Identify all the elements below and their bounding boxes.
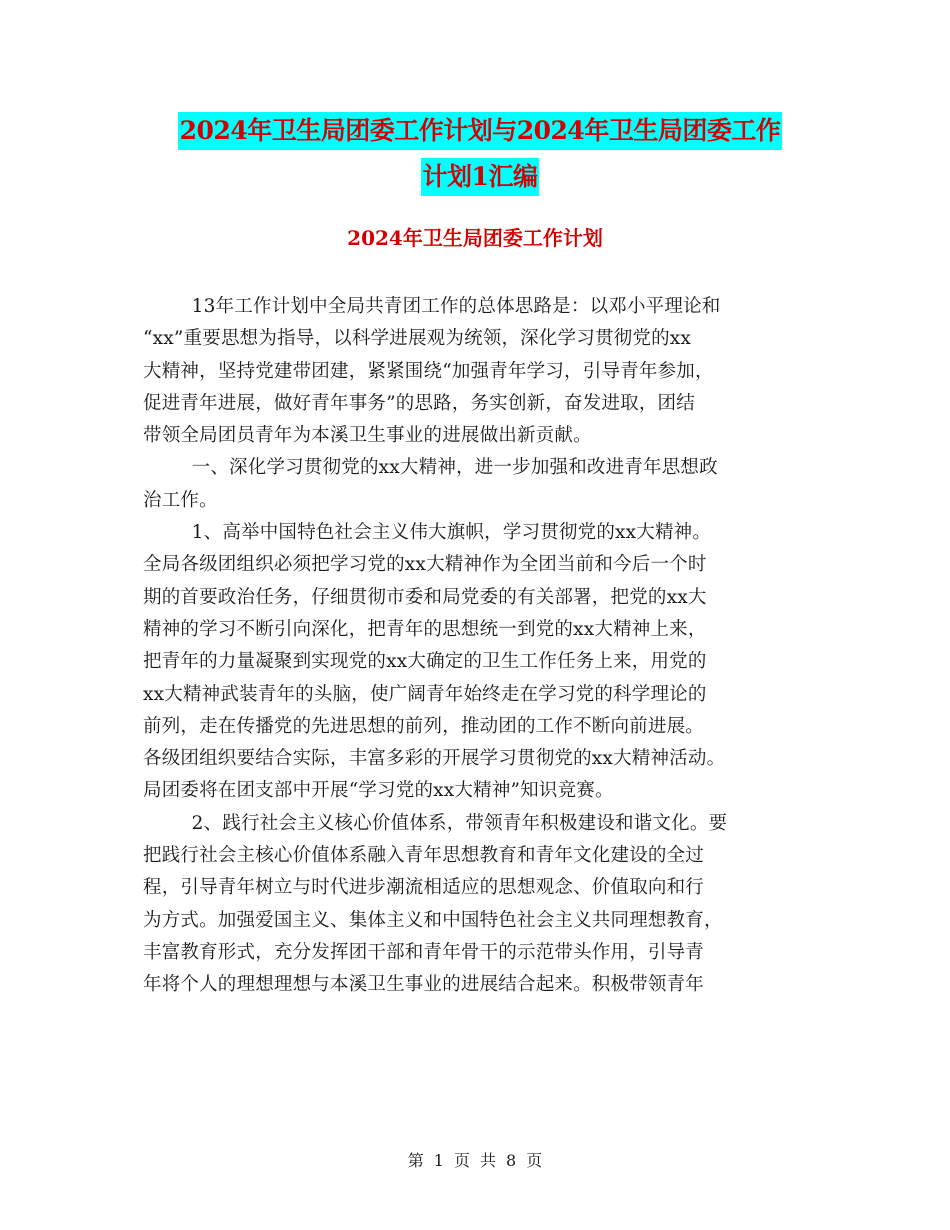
body-line: 13年工作计划中全局共青团工作的总体思路是：以邓小平理论和 (143, 296, 721, 317)
page-footer (0, 1150, 950, 1172)
body-line: 把青年的力量凝聚到实现党的xx大确定的卫生工作任务上来，用党的 (143, 651, 707, 673)
page-unit: 页 (453, 1151, 470, 1170)
body-line: 把践行社会主核心价值体系融入青年思想教育和青年文化建设的全过 (143, 845, 705, 867)
body-line: 大精神，坚持党建带团建，紧紧围绕“加强青年学习，引导青年参加， (143, 360, 714, 382)
body-line: xx大精神武装青年的头脑，使广阔青年始终走在学习党的科学理论的 (143, 683, 707, 705)
section-heading: 2024年卫生局团委工作计划 (347, 226, 603, 250)
body-line: 精神的学习不断引向深化，把青年的思想统一到党的xx大精神上来， (143, 618, 707, 640)
body-line: 各级团组织要结合实际，丰富多彩的开展学习贯彻党的xx大精神活动。 (143, 748, 726, 770)
total-pages: 8 (506, 1151, 517, 1170)
body-line: 治工作。 (143, 489, 218, 511)
body-line: 期的首要政治任务，仔细贯彻市委和局党委的有关部署，把党的xx大 (143, 586, 707, 608)
title-line-1: 2024年卫生局团委工作计划与2024年卫生局团委工作 (178, 112, 783, 150)
title-line-2: 计划1汇编 (421, 158, 540, 196)
page-label: 第 (407, 1151, 424, 1170)
body-line: 一、深化学习贯彻党的xx大精神，进一步加强和改进青年思想政 (143, 457, 718, 479)
body-line: 为方式。加强爱国主义、集体主义和中国特色社会主义共同理想教育， (143, 909, 723, 931)
body-line: 2、践行社会主义核心价值体系，带领青年积极建设和谐文化。要 (143, 812, 728, 834)
body-line: 局团委将在团支部中开展“学习党的xx大精神”知识竞赛。 (143, 780, 614, 802)
body-line: “xx”重要思想为指导，以科学进展观为统领，深化学习贯彻党的xx (143, 328, 692, 350)
body-line: 全局各级团组织必须把学习党的xx大精神作为全团当前和今后一个时 (143, 554, 707, 576)
body-line: 促进青年进展，做好青年事务”的思路，务实创新，奋发进取，团结 (143, 392, 695, 414)
document-title (140, 112, 820, 204)
body-line: 程，引导青年树立与时代进步潮流相适应的思想观念、价值取向和行 (143, 877, 705, 899)
document-body (143, 291, 811, 1002)
body-line: 前列，走在传播党的先进思想的前列，推动团的工作不断向前进展。 (143, 715, 705, 737)
body-line: 年将个人的理想理想与本溪卫生事业的进展结合起来。积极带领青年 (143, 974, 705, 996)
total-label: 共 (480, 1151, 497, 1170)
page-number: 1 (433, 1151, 444, 1170)
body-line: 丰富教育形式，充分发挥团干部和青年骨干的示范带头作用，引导青 (143, 941, 705, 963)
body-line: 1、高举中国特色社会主义伟大旗帜，学习贯彻党的xx大精神。 (143, 522, 712, 544)
body-line: 带领全局团员青年为本溪卫生事业的进展做出新贡献。 (143, 425, 592, 447)
total-unit: 页 (526, 1151, 543, 1170)
